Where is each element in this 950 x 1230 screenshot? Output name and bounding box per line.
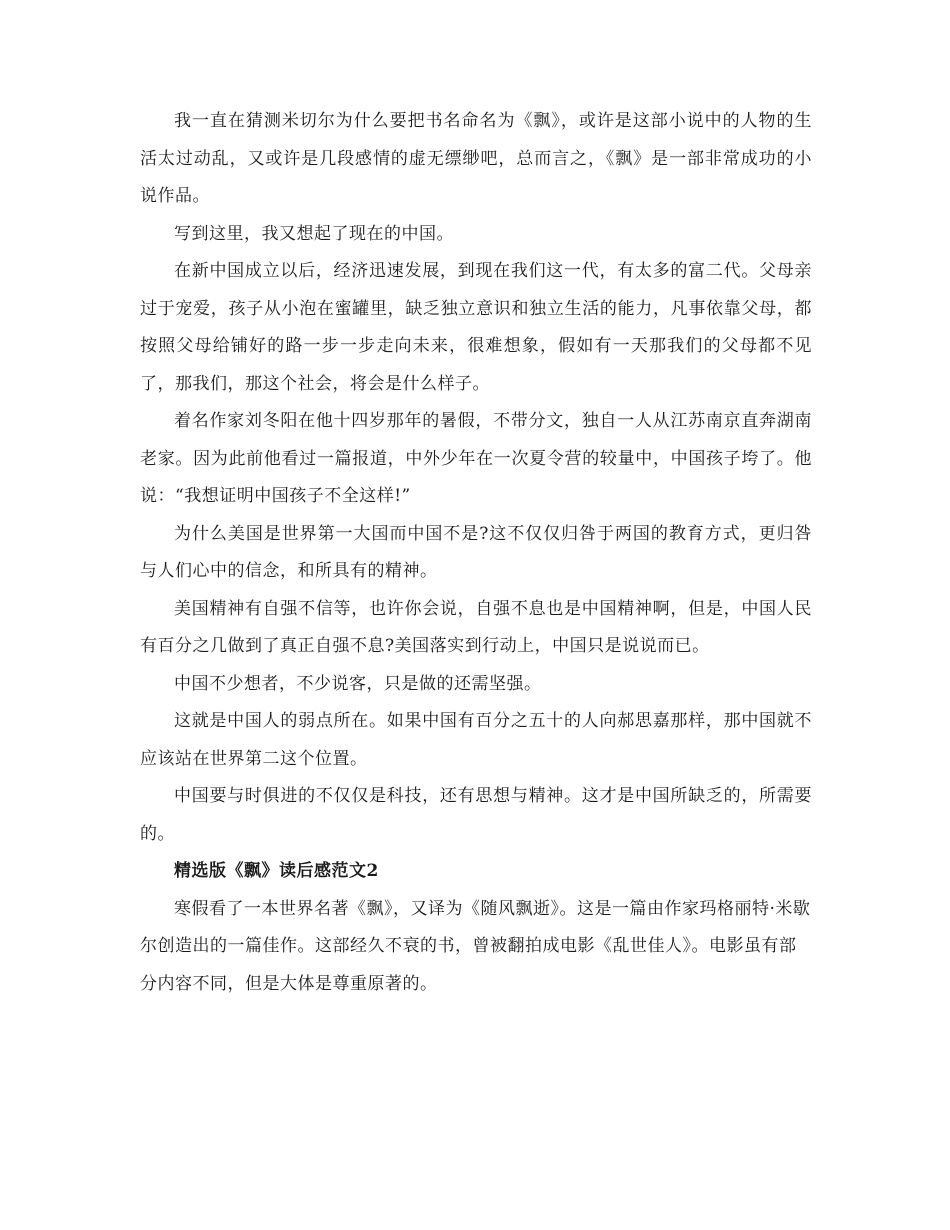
paragraph: 中国要与时俱进的不仅仅是科技，还有思想与精神。这才是中国所缺乏的，所需要的。 — [140, 786, 812, 844]
paragraph: 在新中国成立以后，经济迅速发展，到现在我们这一代，有太多的富二代。父母亲过于宠爱，孩子从小泡在蜜罐里，缺乏独立意识和独立生活的能力，凡事依靠父母，都按照父母给铺好的路一步一步走向未来，很难想象，假如有一天那我们的父母都不见了，那我们，那这个社会，将会是什么样子。 — [140, 261, 812, 394]
paragraph: 美国精神有自强不信等，也许你会说，自强不息也是中国精神啊，但是，中国人民有百分之几做到了真正自强不息?美国落实到行动上，中国只是说说而已。 — [140, 598, 812, 656]
paragraph: 寒假看了一本世界名著《飘》，又译为《随风飘逝》。这是一篇由作家玛格丽特·米歇尔创造出的一篇佳作。这部经久不衰的书，曾被翻拍成电影《乱世佳人》。电影虽有部分内容不同，但是大体是尊重原著的。 — [140, 898, 811, 994]
section-heading: 精选版《飘》读后感范文2 — [174, 861, 379, 881]
paragraph: 着名作家刘冬阳在他十四岁那年的暑假，不带分文，独自一人从江苏南京直奔湖南老家。因为此前他看过一篇报道，中外少年在一次夏令营的较量中，中国孩子垮了。他说：“我想证明中国孩子不全这样!” — [140, 411, 812, 506]
paragraph: 为什么美国是世界第一大国而中国不是?这不仅仅归咎于两国的教育方式，更归咎与人们心中的信念，和所具有的精神。 — [140, 523, 812, 581]
paragraph: 写到这里，我又想起了现在的中国。 — [174, 223, 454, 244]
paragraph: 我一直在猜测米切尔为什么要把书名命名为《飘》，或许是这部小说中的人物的生活太过动乱，又或许是几段感情的虚无缥缈吧，总而言之，《飘》是一部非常成功的小说作品。 — [140, 111, 812, 206]
paragraph: 这就是中国人的弱点所在。如果中国有百分之五十的人向郝思嘉那样，那中国就不应该站在世界第二这个位置。 — [140, 711, 812, 769]
paragraph: 中国不少想者，不少说客，只是做的还需坚强。 — [174, 673, 542, 694]
document-body — [140, 103, 812, 1003]
